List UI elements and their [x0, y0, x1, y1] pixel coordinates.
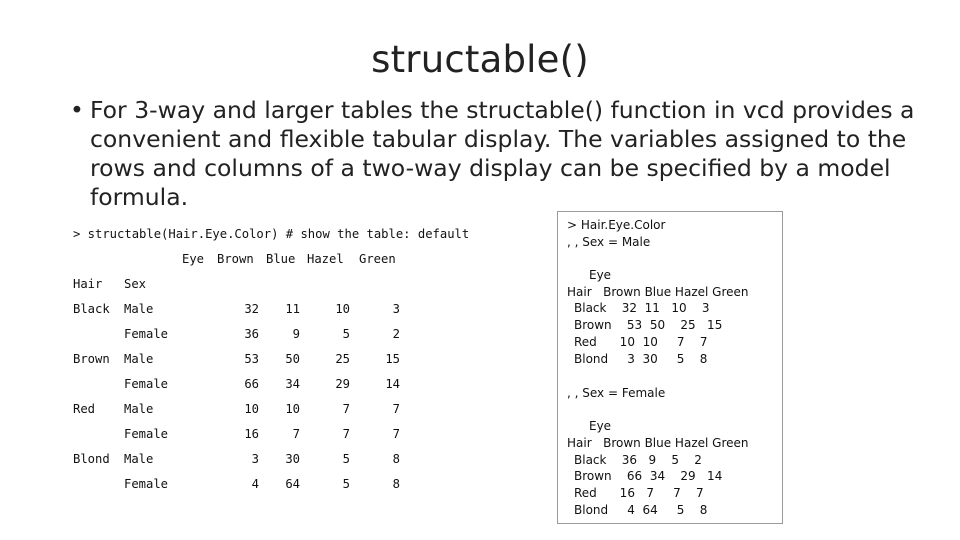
- table-cell: 36: [244, 327, 259, 341]
- table-cell: 8: [392, 477, 400, 491]
- table-cell: 9: [292, 327, 300, 341]
- row-sex-label: Female: [124, 377, 169, 391]
- side-box-female-row: Red 16 7 7 7: [574, 486, 704, 500]
- table-cell: 3: [392, 302, 400, 316]
- col-header: Blue: [266, 252, 296, 266]
- table-cell: 29: [335, 377, 350, 391]
- side-box-male-row: Blond 3 30 5 8: [574, 352, 708, 366]
- table-cell: 8: [392, 452, 400, 466]
- table-cell: 16: [244, 427, 259, 441]
- row-hair-label: Brown: [73, 352, 110, 366]
- side-box-female-header: Hair Brown Blue Hazel Green: [567, 436, 749, 450]
- row-sex-label: Male: [124, 302, 154, 316]
- table-cell: 3: [251, 452, 259, 466]
- table-cell: 11: [285, 302, 300, 316]
- side-box-female-row: Black 36 9 5 2: [574, 453, 702, 467]
- row-sex-label: Female: [124, 427, 169, 441]
- table-cell: 2: [392, 327, 400, 341]
- col-header: Green: [359, 252, 396, 266]
- table-cell: 10: [335, 302, 350, 316]
- side-box-male-eye-label: Eye: [589, 268, 612, 282]
- side-box-female-row: Blond 4 64 5 8: [574, 503, 708, 517]
- bullet-text: For 3-way and larger tables the structable() function in vcd provides a convenient and flexible tabular display. The variables assigned to the rows and columns of a two-way display can be specified by a model formula.: [90, 96, 915, 211]
- table-cell: 64: [285, 477, 300, 491]
- col-header: Hazel: [307, 252, 344, 266]
- row-sex-label: Male: [124, 352, 154, 366]
- row-sex-label: Female: [124, 327, 169, 341]
- side-box-female-row: Brown 66 34 29 14: [574, 469, 723, 483]
- table-cell: 7: [342, 427, 350, 441]
- side-box-male-label: , , Sex = Male: [567, 235, 651, 249]
- table-cell: 53: [244, 352, 259, 366]
- table-cell: 14: [385, 377, 400, 391]
- row-hair-label: Blond: [73, 452, 110, 466]
- table-cell: 5: [342, 477, 350, 491]
- table-cell: 10: [244, 402, 259, 416]
- side-box-male-header: Hair Brown Blue Hazel Green: [567, 285, 749, 299]
- table-cell: 34: [285, 377, 300, 391]
- row-sex-label: Female: [124, 477, 169, 491]
- table-cell: 4: [251, 477, 259, 491]
- slide-title: structable(): [371, 38, 589, 81]
- side-box-male-row: Brown 53 50 25 15: [574, 318, 723, 332]
- row-hair-label: Red: [73, 402, 96, 416]
- side-box-command: > Hair.Eye.Color: [567, 218, 666, 232]
- table-cell: 66: [244, 377, 259, 391]
- row-hair-label: Black: [73, 302, 110, 316]
- side-box-female-label: , , Sex = Female: [567, 386, 666, 400]
- table-cell: 5: [342, 327, 350, 341]
- table-cell: 7: [392, 427, 400, 441]
- table-cell: 15: [385, 352, 400, 366]
- col-header-label: Eye: [182, 252, 205, 266]
- bullet-icon: •: [70, 96, 84, 124]
- table-cell: 7: [292, 427, 300, 441]
- side-box-female-eye-label: Eye: [589, 419, 612, 433]
- table-cell: 7: [392, 402, 400, 416]
- col-header: Brown: [217, 252, 254, 266]
- table-cell: 10: [285, 402, 300, 416]
- table-cell: 7: [342, 402, 350, 416]
- table-cell: 32: [244, 302, 259, 316]
- bullet-paragraph: [70, 96, 950, 212]
- row-sex-label: Male: [124, 402, 154, 416]
- row-sex-label: Male: [124, 452, 154, 466]
- table-cell: 5: [342, 452, 350, 466]
- side-box-male-row: Red 10 10 7 7: [574, 335, 708, 349]
- row-var-label: Sex: [124, 277, 147, 291]
- table-cell: 50: [285, 352, 300, 366]
- side-box-male-row: Black 32 11 10 3: [574, 301, 710, 315]
- table-cell: 25: [335, 352, 350, 366]
- row-var-label: Hair: [73, 277, 103, 291]
- side-box: [557, 211, 783, 524]
- table-cell: 30: [285, 452, 300, 466]
- console-command: > structable(Hair.Eye.Color) # show the table: default: [73, 227, 470, 241]
